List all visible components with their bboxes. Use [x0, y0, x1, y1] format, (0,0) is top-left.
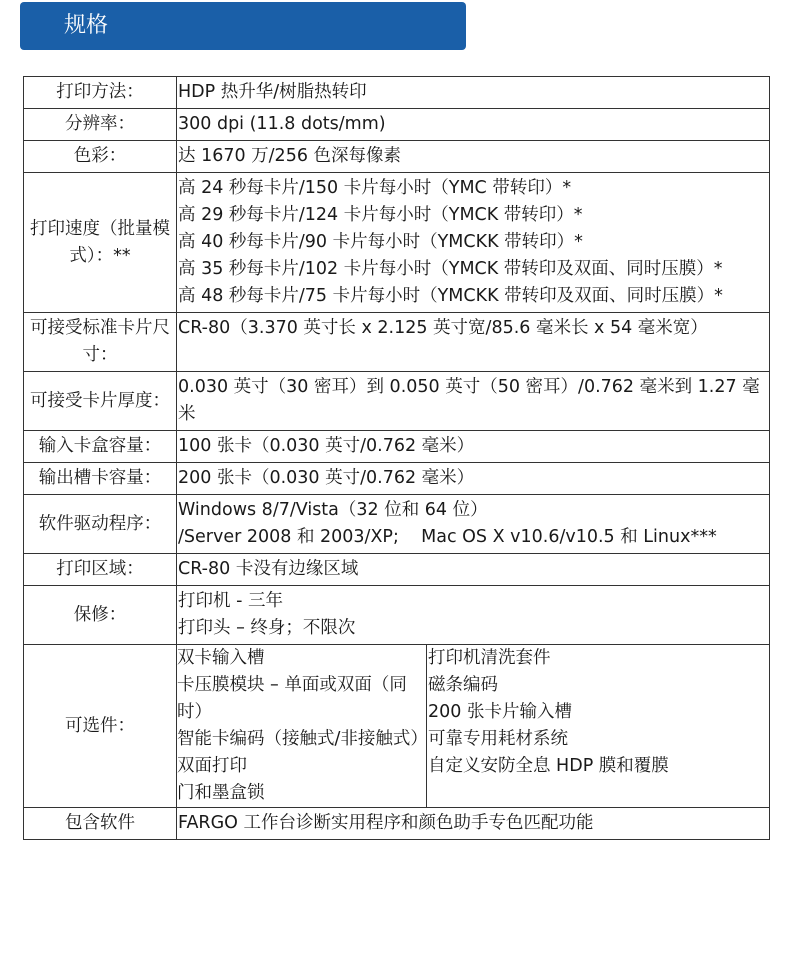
value-line: 达 1670 万/256 色深每像素 — [178, 146, 402, 166]
row-value — [177, 431, 770, 463]
table-row — [24, 463, 770, 495]
row-value — [177, 77, 770, 109]
row-value — [177, 554, 770, 586]
section-header-tab — [20, 2, 466, 50]
option-item: 智能卡编码（接触式/非接触式） — [177, 729, 428, 749]
option-item: 双卡输入槽 — [177, 648, 265, 668]
value-line: CR-80（3.370 英寸长 x 2.125 英寸宽/85.6 毫米长 x 54 毫米宽） — [178, 318, 708, 338]
option-item: 门和墨盒锁 — [177, 783, 265, 803]
value-line: 300 dpi (11.8 dots/mm) — [178, 114, 386, 134]
value-line: 打印头 – 终身；不限次 — [178, 618, 356, 638]
table-row — [24, 141, 770, 173]
row-label: 包含软件 — [24, 808, 177, 840]
row-label: 输出槽卡容量： — [24, 463, 177, 495]
section-title: 规格 — [64, 13, 109, 38]
value-line: 打印机 - 三年 — [178, 591, 283, 611]
value-line: Windows 8/7/Vista（32 位和 64 位） — [178, 500, 488, 520]
table-row — [24, 645, 770, 808]
table-row — [24, 495, 770, 554]
table-row — [24, 554, 770, 586]
value-line: 0.030 英寸（30 密耳）到 0.050 英寸（50 密耳）/0.762 毫米到 1.27 毫米 — [178, 377, 760, 424]
value-line: 高 48 秒每卡片/75 卡片每小时（YMCKK 带转印及双面、同时压膜）* — [178, 286, 723, 306]
row-label: 打印速度（批量模式）：** — [24, 173, 177, 313]
row-value — [177, 109, 770, 141]
row-label: 可选件： — [24, 645, 177, 808]
table-row — [24, 431, 770, 463]
value-line: 高 24 秒每卡片/150 卡片每小时（YMC 带转印）* — [178, 178, 572, 198]
value-line: 100 张卡（0.030 英寸/0.762 毫米） — [178, 436, 475, 456]
options-column-left — [177, 645, 427, 807]
spec-table — [23, 76, 770, 840]
row-value — [177, 313, 770, 372]
row-label: 软件驱动程序： — [24, 495, 177, 554]
table-row — [24, 808, 770, 840]
row-value — [177, 495, 770, 554]
row-value — [177, 645, 770, 808]
row-label: 保修： — [24, 586, 177, 645]
table-row — [24, 77, 770, 109]
row-label: 打印区域： — [24, 554, 177, 586]
row-label: 可接受卡片厚度： — [24, 372, 177, 431]
row-value — [177, 463, 770, 495]
option-item: 200 张卡片输入槽 — [428, 702, 572, 722]
option-item: 可靠专用耗材系统 — [428, 729, 568, 749]
row-label: 色彩： — [24, 141, 177, 173]
row-label: 可接受标准卡片尺寸： — [24, 313, 177, 372]
option-item: 磁条编码 — [428, 675, 498, 695]
table-row — [24, 586, 770, 645]
row-label: 分辨率： — [24, 109, 177, 141]
options-column-right — [427, 645, 770, 807]
table-row — [24, 173, 770, 313]
table-row — [24, 313, 770, 372]
value-line: 200 张卡（0.030 英寸/0.762 毫米） — [178, 468, 475, 488]
value-line: /Server 2008 和 2003/XP; Mac OS X v10.6/v10.5 和 Linux*** — [178, 527, 717, 547]
option-item: 自定义安防全息 HDP 膜和覆膜 — [428, 756, 669, 776]
row-value — [177, 173, 770, 313]
value-line: FARGO 工作台诊断实用程序和颜色助手专色匹配功能 — [178, 813, 594, 833]
option-item: 双面打印 — [177, 756, 247, 776]
value-line: 高 35 秒每卡片/102 卡片每小时（YMCK 带转印及双面、同时压膜）* — [178, 259, 723, 279]
value-line: CR-80 卡没有边缘区域 — [178, 559, 359, 579]
row-value — [177, 586, 770, 645]
row-value — [177, 141, 770, 173]
table-row — [24, 372, 770, 431]
value-line: 高 40 秒每卡片/90 卡片每小时（YMCKK 带转印）* — [178, 232, 583, 252]
options-table — [177, 645, 769, 807]
row-label: 输入卡盒容量： — [24, 431, 177, 463]
option-item: 卡压膜模块 – 单面或双面（同时） — [177, 675, 407, 722]
table-row — [24, 109, 770, 141]
row-value — [177, 808, 770, 840]
row-value — [177, 372, 770, 431]
row-label: 打印方法： — [24, 77, 177, 109]
value-line: 高 29 秒每卡片/124 卡片每小时（YMCK 带转印）* — [178, 205, 583, 225]
option-item: 打印机清洗套件 — [428, 648, 551, 668]
value-line: HDP 热升华/树脂热转印 — [178, 82, 367, 102]
